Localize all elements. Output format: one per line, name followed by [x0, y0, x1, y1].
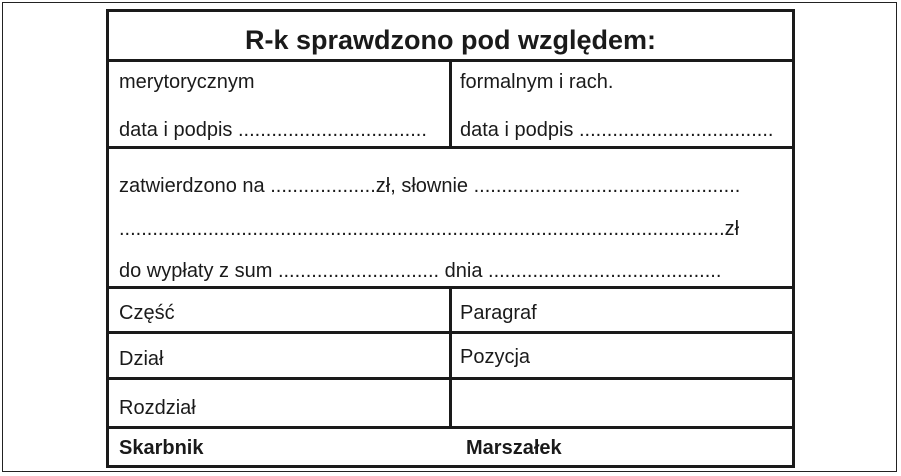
label-paragraf: Paragraf [460, 302, 537, 324]
review-left-heading: merytorycznym [119, 71, 255, 93]
signature-marszalek: Marszałek [466, 437, 562, 459]
signature-skarbnik: Skarbnik [119, 437, 204, 459]
review-left-signature-line: data i podpis .................................. [119, 119, 427, 141]
label-dzial: Dział [119, 348, 164, 370]
label-rozdzial: Rozdział [119, 397, 196, 419]
stamp-title: R-k sprawdzono pod względem: [244, 25, 656, 55]
divider-classification-columns [449, 286, 452, 429]
verification-stamp [106, 9, 795, 468]
label-pozycja: Pozycja [460, 346, 531, 368]
approval-amount-line: zatwierdzono na ...................zł, słownie ................................................ [119, 175, 741, 197]
review-right-heading: formalnym i rach. [460, 71, 614, 93]
divider-review-columns [449, 59, 452, 149]
label-czesc: Część [119, 302, 175, 324]
approval-payout-line: do wypłaty z sum ............................. dnia .......................................... [119, 260, 722, 282]
approval-amount-words-line: .............................................................................................................zł [119, 218, 740, 240]
review-right-signature-line: data i podpis ................................... [460, 119, 774, 141]
